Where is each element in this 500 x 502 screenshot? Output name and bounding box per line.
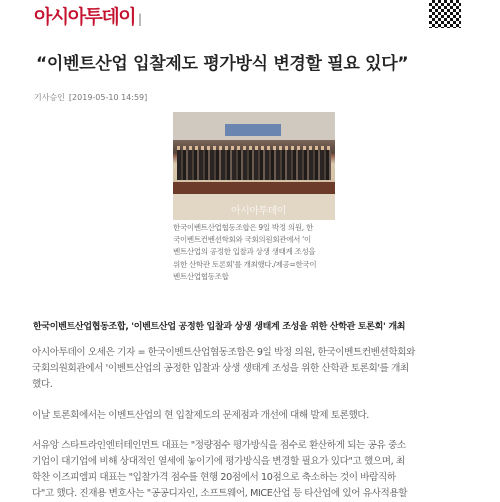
paragraph-line: 학찬 이즈피엠피 대표는 "입찰가격 점수를 현행 20점에서 10점으로 축소하는 것이 바람직하 [32, 472, 396, 483]
photo-table [173, 182, 335, 194]
article-meta [34, 92, 147, 104]
paragraph-line: 이날 토론회에서는 이벤트산업의 현 입찰제도의 문제점과 개선에 대해 발제 토론했다. [32, 410, 369, 421]
photo-watermark: 아시아투데이 [231, 206, 286, 217]
photo-caption [173, 222, 345, 283]
article-paragraph [32, 345, 490, 393]
photo-crowd [177, 150, 331, 180]
caption-line: 벤트산업의 공정한 입찰과 상생 생태계 조성을 [173, 247, 316, 257]
meta-label: 기사승인 [34, 93, 65, 102]
photo-banner [225, 124, 281, 136]
qr-code-icon [429, 0, 461, 28]
meta-datetime: [2019-05-10 14:59] [68, 93, 148, 102]
article-paragraph [32, 408, 490, 424]
caption-line: 국이벤트컨벤션학회와 국회의원회관에서 '이 [173, 235, 311, 245]
paragraph-line: 서유앙 스타트라인엔터테인먼트 대표는 "정량점수 평가방식을 점수로 환산하게 되는 공유 중소 [32, 440, 406, 451]
article-subheading: 한국이벤트산업협동조합, '이벤트산업 공정한 입찰과 상생 생태계 조성을 위한 산학관 토론회' 개최 [33, 322, 406, 332]
caption-line: 벤트산업협동조합 [173, 271, 229, 281]
caption-line: 위한 산학관 토론회'를 개최했다./제공=한국이 [173, 259, 317, 269]
article-photo [173, 112, 335, 220]
site-logo[interactable]: 아시아투데이 [34, 6, 136, 28]
article-paragraph [32, 438, 490, 502]
article-title: “이벤트산업 입찰제도 평가방식 변경할 필요 있다” [36, 54, 409, 74]
paragraph-line: 국회의원회관에서 '이벤트산업의 공정한 입찰과 상생 생태계 조성을 위한 산학관 토론회'를 개최 [32, 363, 409, 374]
site-header [0, 0, 500, 36]
caption-line: 한국이벤트산업협동조합은 9일 박정 의원, 한 [173, 223, 313, 232]
paragraph-line: 아시아투데이 오세은 기자 = 한국이벤트산업협동조합은 9일 박정 의원, 한국이벤트컨벤션학회와 [32, 347, 416, 358]
paragraph-line: 기업이 대기업에 비해 상대적인 열세에 놓이기에 평가방식을 변경할 필요가 있다"고 했으며, 최 [32, 456, 405, 467]
logo-separator: | [138, 12, 143, 26]
paragraph-line: 했다. [32, 379, 53, 390]
paragraph-line: 다"고 했다. 진재용 변호사는 "공공디자인, 소프트웨어, MICE산업 등 타산업에 있어 유사적용할 [32, 488, 408, 499]
